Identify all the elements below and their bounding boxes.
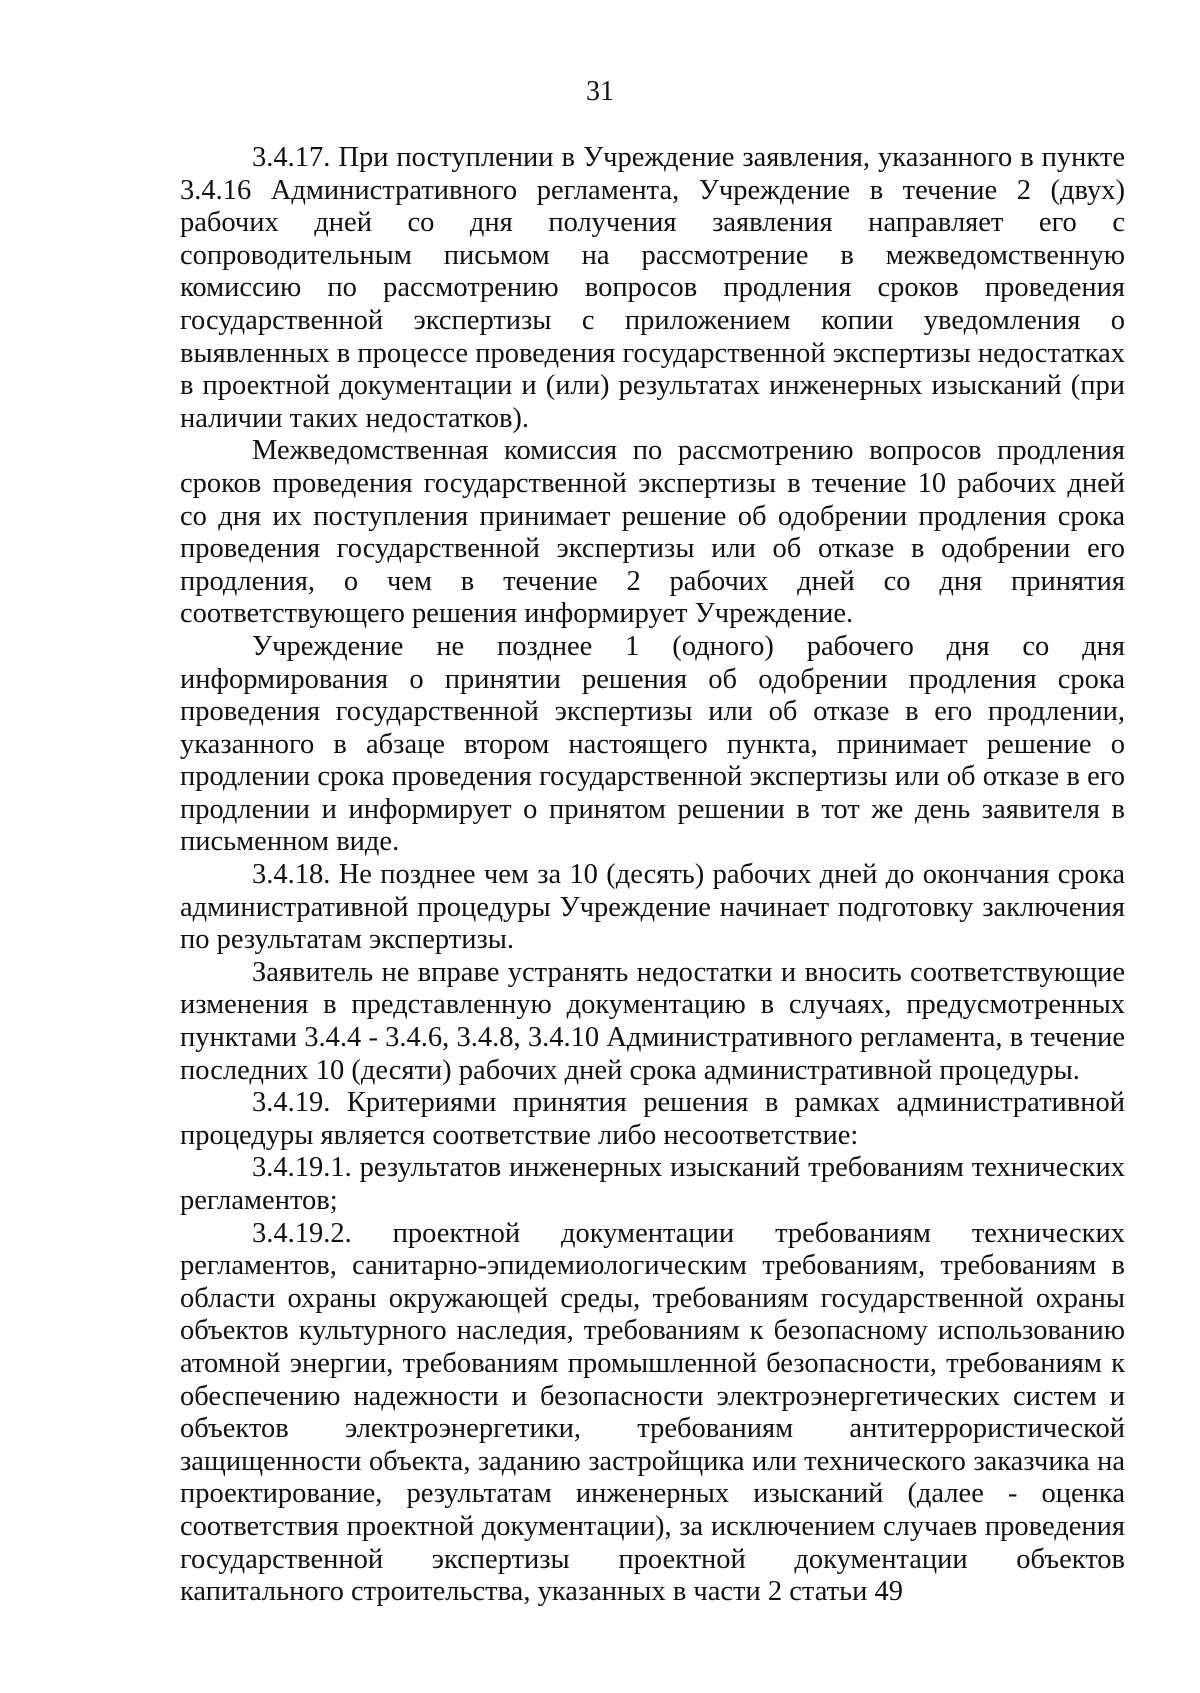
paragraph-applicant-restriction: Заявитель не вправе устранять недостатки и вносить соответствующие изменения в представленную документацию в случаях, предусмотренных пунктами 3.4.4 - 3.4.6, 3.4.8, 3.4.10 Административного регламента, в течение последних 10 (десяти) рабочих дней срока административной процедуры. [180, 956, 1125, 1086]
paragraph-3-4-17: 3.4.17. При поступлении в Учреждение заявления, указанного в пункте 3.4.16 Административного регламента, Учреждение в течение 2 (двух) рабочих дней со дня получения заявления направляет его с сопроводительным письмом на рассмотрение в межведомственную комиссию по рассмотрению вопросов продления сроков проведения государственной экспертизы с приложением копии уведомления о выявленных в процессе проведения государственной экспертизы недостатках в проектной документации и (или) результатах инженерных изысканий (при наличии таких недостатков). [180, 142, 1125, 434]
paragraph-institution-decision: Учреждение не позднее 1 (одного) рабочего дня со дня информирования о принятии решения об одобрении продления срока проведения государственной экспертизы или об отказе в его продлении, указанного в абзаце втором настоящего пункта, принимает решение о продлении срока проведения государственной экспертизы или об отказе в его продлении и информирует о принятом решении в тот же день заявителя в письменном виде. [180, 630, 1125, 858]
paragraph-3-4-18: 3.4.18. Не позднее чем за 10 (десять) рабочих дней до окончания срока административной процедуры Учреждение начинает подготовку заключения по результатам экспертизы. [180, 859, 1125, 956]
page-number: 31 [586, 76, 614, 107]
paragraph-3-4-19-2: 3.4.19.2. проектной документации требованиям технических регламентов, санитарно-эпидемиологическим требованиям, требованиям в области охраны окружающей среды, требованиям государственной охраны объектов культурного наследия, требованиям к безопасному использованию атомной энергии, требованиям промышленной безопасности, требованиям к обеспечению надежности и безопасности электроэнергетических систем и объектов электроэнергетики, требованиям антитеррористической защищенности объекта, заданию застройщика или технического заказчика на проектирование, результатам инженерных изысканий (далее - оценка соответствия проектной документации), за исключением случаев проведения государственной экспертизы проектной документации объектов капитального строительства, указанных в части 2 статьи 49 [180, 1217, 1125, 1608]
document-body [180, 142, 1125, 1609]
paragraph-commission-decision: Межведомственная комиссия по рассмотрению вопросов продления сроков проведения государственной экспертизы в течение 10 рабочих дней со дня их поступления принимает решение об одобрении продления срока проведения государственной экспертизы или об отказе в одобрении его продления, о чем в течение 2 рабочих дней со дня принятия соответствующего решения информирует Учреждение. [180, 435, 1125, 630]
paragraph-3-4-19: 3.4.19. Критериями принятия решения в рамках административной процедуры является соответствие либо несоответствие: [180, 1087, 1125, 1151]
paragraph-3-4-19-1: 3.4.19.1. результатов инженерных изысканий требованиям технических регламентов; [180, 1152, 1125, 1216]
